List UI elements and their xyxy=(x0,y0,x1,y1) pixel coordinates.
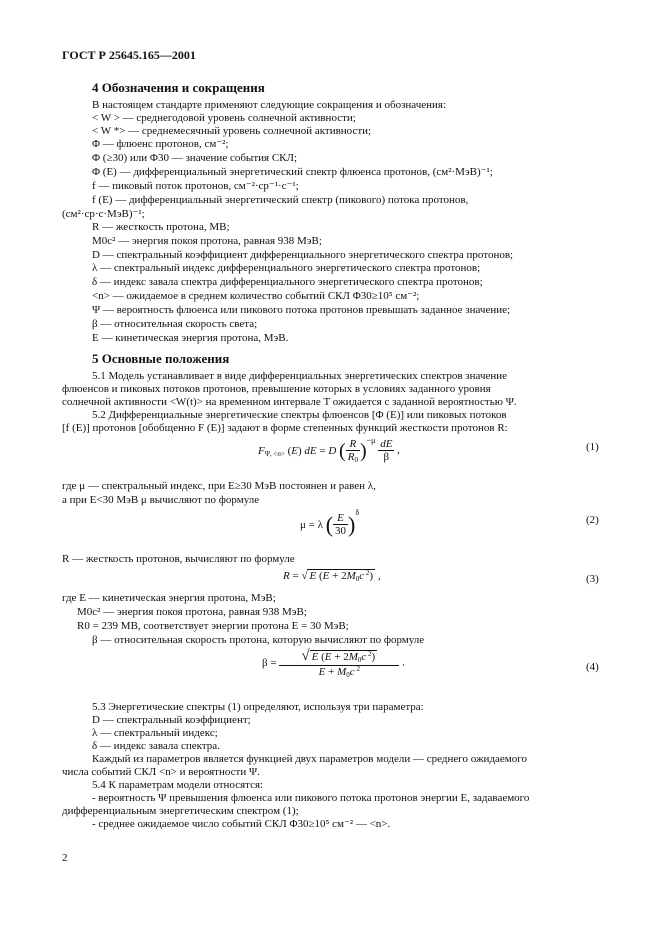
s4-line-Wstar: < W *> — среднемесячный уровень солнечной активности; xyxy=(92,125,372,137)
p54-line-2: - вероятность Ψ превышения флюенса или пикового потока протонов энергии E, задаваемого xyxy=(92,792,530,804)
section-5-heading: 5 Основные положения xyxy=(92,351,230,366)
p53-line-cont: числа событий СКЛ <n> и вероятности Ψ. xyxy=(62,766,260,778)
s4-line-E: E — кинетическая энергия протона, МэВ. xyxy=(92,332,289,344)
equation-1: $F_{\Psi, <n>}$ (E) dE = D ( $\frac{R}{R_0}$ )−μ $\frac{dE}{\beta}$ , xyxy=(258,436,400,464)
equation-4-number: (4) xyxy=(586,661,599,673)
p53-line-D: D — спектральный коэффициент; xyxy=(92,714,251,726)
p51-line-2: флюенсов и пиковых потоков протонов, превышение которых в условиях заданного уровня xyxy=(62,383,491,395)
s4-line-f: f — пиковый поток протонов, см⁻²·ср⁻¹·с⁻¹; xyxy=(92,180,299,192)
equation-3-number: (3) xyxy=(586,573,599,585)
s4-line-phiE: Φ (E) — дифференциальный энергетический спектр флюенса протонов, (см²·МэВ)⁻¹; xyxy=(92,166,493,178)
where3-E: где E — кинетическая энергия протона, МэВ; xyxy=(62,592,276,604)
s4-line-beta: β — относительная скорость света; xyxy=(92,318,258,330)
s4-line-phi30: Φ (≥30) или Φ30 — значение события СКЛ; xyxy=(92,152,298,164)
s4-line-D: D — спектральный коэффициент дифференциального энергетического спектра протонов; xyxy=(92,249,514,261)
p53-line-each: Каждый из параметров является функцией двух параметров модели — среднего ожидаемого xyxy=(92,753,527,765)
p54-line-3: дифференциальным энергетическим спектром (1); xyxy=(62,805,299,817)
equation-4: β = $\frac{√ E (E + 2M_0c ^2)}{E + M_0c ^2}$ . xyxy=(262,648,405,679)
s4-line-fE: f (E) — дифференциальный энергетический спектр (пикового) потока протонов, xyxy=(92,194,469,206)
p54-line-1: 5.4 К параметрам модели относятся: xyxy=(92,779,264,791)
after-eq1-line-2: а при E<30 МэВ μ вычисляют по формуле xyxy=(62,494,260,506)
s4-line-delta: δ — индекс завала спектра дифференциального энергетического спектра протонов; xyxy=(92,276,483,288)
equation-2: μ = λ ( $\frac{E}{30}$ )δ xyxy=(300,508,360,537)
document-header: ГОСТ Р 25645.165—2001 xyxy=(62,48,196,62)
s4-line-phi: Φ — флюенс протонов, см⁻²; xyxy=(92,138,229,150)
s4-line-n: <n> — ожидаемое в среднем количество событий СКЛ Φ30≥10⁵ см⁻²; xyxy=(92,290,420,302)
page-number: 2 xyxy=(62,852,68,864)
after-eq1-line-1: где μ — спектральный индекс, при E≥30 МэВ постоянен и равен λ, xyxy=(62,480,376,492)
p53-line-1: 5.3 Энергетические спектры (1) определяют, используя три параметра: xyxy=(92,701,424,713)
s4-line-fE-units: (см²·ср·с·МэВ)⁻¹; xyxy=(62,208,145,220)
s4-line-W: < W > — среднегодовой уровень солнечной активности; xyxy=(92,112,356,124)
where3-beta: β — относительная скорость протона, которую вычисляют по формуле xyxy=(92,634,425,646)
s4-line-M0c2: M0c² — энергия покоя протона, равная 938 МэВ; xyxy=(92,235,322,247)
equation-1-number: (1) xyxy=(586,441,599,453)
s4-line-lambda: λ — спектральный индекс дифференциального энергетического спектра протонов; xyxy=(92,262,481,274)
equation-2-number: (2) xyxy=(586,514,599,526)
p51-line-3: солнечной активности <W(t)> на временном интервале T ожидается с заданной вероятностью Ψ. xyxy=(62,396,517,408)
after-eq2-text: R — жесткость протонов, вычисляют по формуле xyxy=(62,553,295,565)
p52-line-2: [f (E)] протонов [обобщенно F (E)] задают в форме степенных функций жесткости протонов R: xyxy=(62,422,508,434)
s4-line-R: R — жесткость протона, МВ; xyxy=(92,221,230,233)
p54-line-4: - среднее ожидаемое число событий СКЛ Φ30≥10⁵ см⁻² — <n>. xyxy=(92,818,391,830)
s4-line-psi: Ψ — вероятность флюенса или пикового потока протонов превышать заданное значение; xyxy=(92,304,511,316)
p53-line-delta: δ — индекс завала спектра. xyxy=(92,740,220,752)
where3-R0: R0 = 239 МВ, соответствует энергии протона E = 30 МэВ; xyxy=(77,620,349,632)
equation-3: R = √ E ($E + 2M_0c$ $^2$) , xyxy=(283,569,381,583)
where3-M0c2: M0c² — энергия покоя протона, равная 938 МэВ; xyxy=(77,606,307,618)
p53-line-lambda: λ — спектральный индекс; xyxy=(92,727,218,739)
s4-intro: В настоящем стандарте применяют следующие сокращения и обозначения: xyxy=(92,99,447,111)
p51-line-1: 5.1 Модель устанавливает в виде дифференциальных энергетических спектров значение xyxy=(92,370,508,382)
p52-line-1: 5.2 Дифференциальные энергетические спектры флюенсов [Φ (E)] или пиковых потоков xyxy=(92,409,507,421)
section-4-heading: 4 Обозначения и сокращения xyxy=(92,80,265,95)
